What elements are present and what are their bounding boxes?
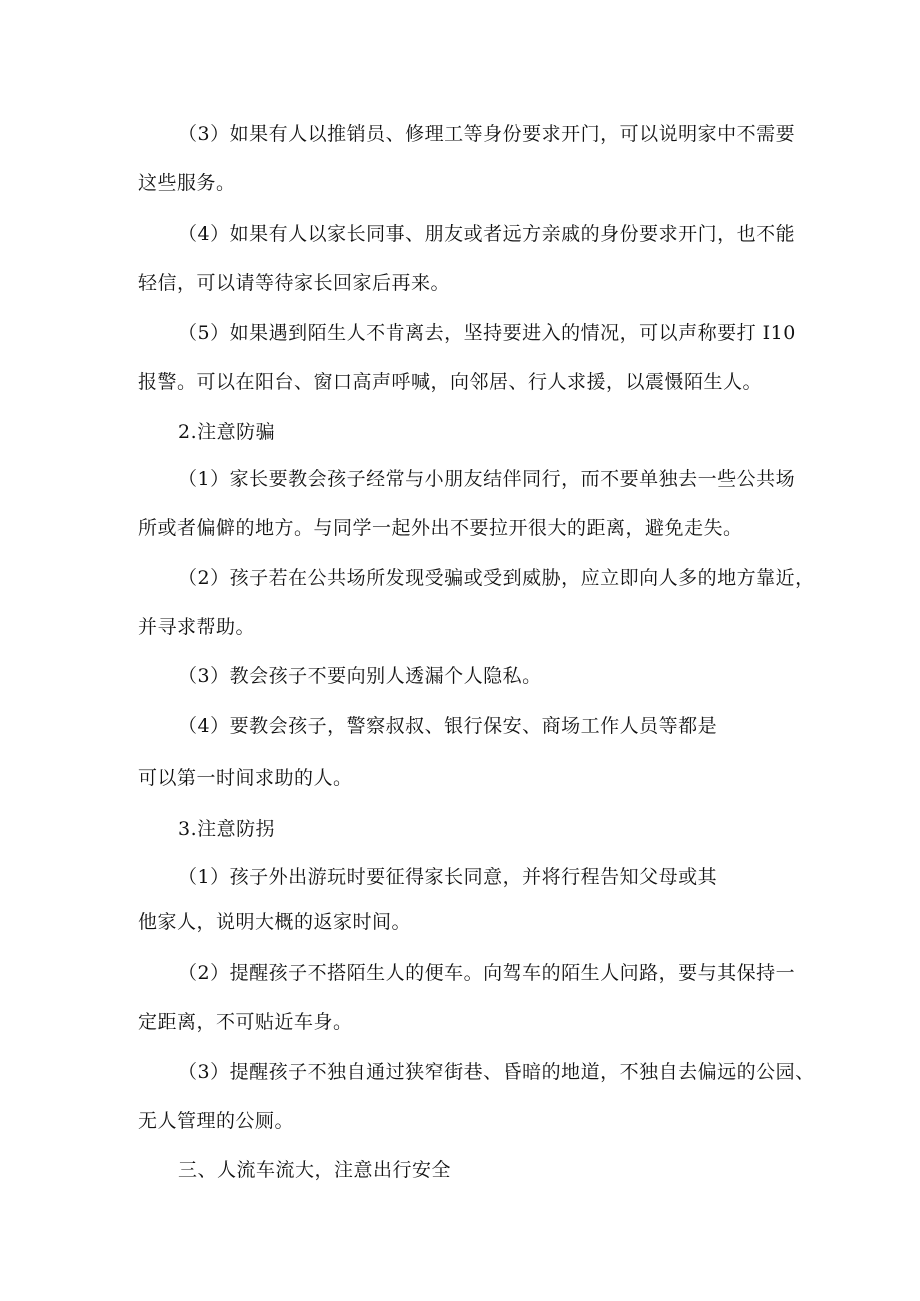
section-heading-travel-safety: 三、人流车流大，注意出行安全 <box>178 1159 452 1181</box>
fraud-item-4-line-1: （4）要教会孩子，警察叔叔、银行保安、商场工作人员等都是 <box>178 715 718 737</box>
abduction-item-3-line-2: 无人管理的公厕。 <box>138 1110 295 1132</box>
paragraph-3-line-1: （3）如果有人以推销员、修理工等身份要求开门，可以说明家中不需要 <box>178 123 796 145</box>
fraud-item-1-line-1: （1）家长要教会孩子经常与小朋友结伴同行，而不要单独去一些公共场 <box>178 468 796 490</box>
fraud-item-2-line-1: （2）孩子若在公共场所发现受骗或受到威胁，应立即向人多的地方靠近， <box>178 567 815 589</box>
paragraph-4-line-1: （4）如果有人以家长同事、朋友或者远方亲戚的身份要求开门，也不能 <box>178 223 796 245</box>
fraud-item-1-line-2: 所或者偏僻的地方。与同学一起外出不要拉开很大的距离，避免走失。 <box>138 517 743 539</box>
paragraph-5-line-1: （5）如果遇到陌生人不肯离去，坚持要进入的情况，可以声称要打 I10 <box>178 322 796 344</box>
abduction-item-2-line-1: （2）提醒孩子不搭陌生人的便车。向驾车的陌生人问路，要与其保持一 <box>178 962 796 984</box>
paragraph-4-line-2: 轻信，可以请等待家长回家后再来。 <box>138 272 451 294</box>
section-heading-anti-abduction: 3.注意防拐 <box>178 818 276 840</box>
abduction-item-3-line-1: （3）提醒孩子不独自通过狭窄街巷、昏暗的地道，不独自去偏远的公园、 <box>178 1061 815 1083</box>
fraud-item-2-line-2: 并寻求帮助。 <box>138 616 256 638</box>
abduction-item-1-line-2: 他家人，说明大概的返家时间。 <box>138 911 412 933</box>
paragraph-5-line-2: 报警。可以在阳台、窗口高声呼喊，向邻居、行人求援，以震慑陌生人。 <box>138 371 763 393</box>
abduction-item-1-line-1: （1）孩子外出游玩时要征得家长同意，并将行程告知父母或其 <box>178 866 718 888</box>
section-heading-anti-fraud: 2.注意防骗 <box>178 421 276 443</box>
fraud-item-3: （3）教会孩子不要向别人透漏个人隐私。 <box>178 665 542 687</box>
abduction-item-2-line-2: 定距离，不可贴近车身。 <box>138 1011 353 1033</box>
fraud-item-4-line-2: 可以第一时间求助的人。 <box>138 767 353 789</box>
paragraph-3-line-2: 这些服务。 <box>138 172 236 194</box>
